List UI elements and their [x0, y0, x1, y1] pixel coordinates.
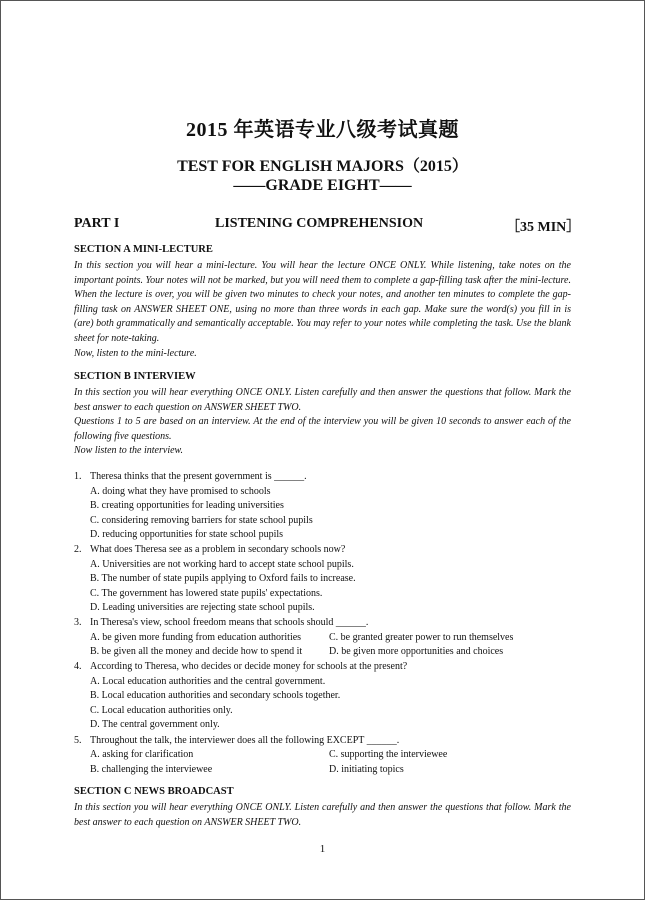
option: B. creating opportunities for leading universities — [90, 500, 284, 511]
option: A. Local education authorities and the central government. — [90, 676, 326, 687]
question-stem: Theresa thinks that the present government is ______. — [90, 471, 307, 482]
option: B. The number of state pupils applying to Oxford fails to increase. — [90, 573, 356, 584]
title-chinese: 2015 年英语专业八级考试真题 — [186, 119, 459, 141]
option: C. The government has lowered state pupils' expectations. — [90, 588, 323, 599]
part-label: PART I — [74, 216, 120, 231]
title-grade: ——GRADE EIGHT—— — [233, 177, 412, 194]
section-c-heading: SECTION C NEWS BROADCAST — [74, 786, 234, 797]
option: A. asking for clarification — [90, 749, 194, 760]
part-header — [74, 216, 581, 236]
option: C. Local education authorities only. — [90, 705, 233, 716]
section-c-instructions: In this section you will hear everything ONCE ONLY. Listen carefully and then answer the questions that follow. Mark the best answer to each question on ANSWER SHEET TWO. — [74, 802, 571, 828]
question-stem: In Theresa's view, school freedom means that schools should ______. — [90, 617, 369, 628]
question-stem: According to Theresa, who decides or decide money for schools at the present? — [90, 661, 408, 672]
option: B. be given all the money and decide how to spend it — [90, 646, 303, 657]
option: D. The central government only. — [90, 719, 220, 730]
section-b-heading: SECTION B INTERVIEW — [74, 371, 196, 382]
section-a-instructions — [74, 259, 571, 361]
question-stem: Throughout the talk, the interviewer does all the following EXCEPT ______. — [90, 735, 400, 746]
option: D. reducing opportunities for state school pupils — [90, 529, 284, 540]
section-b-based: Questions 1 to 5 are based on an interview. At the end of the interview you will be given 10 seconds to answer each of the following five questions. — [74, 416, 571, 442]
section-b-instructions — [74, 386, 571, 459]
section-a-instructions-text: In this section you will hear a mini-lecture. You will hear the lecture ONCE ONLY. While listening, take notes on the important points. Your notes will not be marked, but you will need them to complete a gap-filling task after the mini-lecture. When the lecture is over, you will be given two minutes to check your notes, and another ten minutes to complete the gap-filling task on ANSWER SHEET ONE, using no more than three words in each gap. Make sure the word(s) you fill in is (are) both grammatically and semantically acceptable. You may refer to your notes while completing the task. Use the blank sheet for note-taking. — [74, 260, 571, 344]
section-b-instructions-text: In this section you will hear everything ONCE ONLY. Listen carefully and then answer the questions that follow. Mark the best answer to each question on ANSWER SHEET TWO. — [74, 387, 571, 413]
option: D. be given more opportunities and choices — [329, 646, 504, 657]
title-english: TEST FOR ENGLISH MAJORS（2015） — [177, 158, 468, 175]
option: C. considering removing barriers for state school pupils — [90, 515, 313, 526]
option: C. be granted greater power to run themselves — [329, 632, 514, 643]
question-stem: What does Theresa see as a problem in secondary schools now? — [90, 544, 346, 555]
section-a-now: Now, listen to the mini-lecture. — [74, 347, 197, 359]
question-number: 1. — [74, 471, 82, 482]
question-number: 4. — [74, 661, 82, 672]
question-number: 5. — [74, 735, 82, 746]
part-name: LISTENING COMPREHENSION — [215, 216, 424, 231]
option: A. be given more funding from education authorities — [90, 632, 302, 643]
option: A. doing what they have promised to schools — [90, 486, 271, 497]
question-number: 3. — [74, 617, 82, 628]
part-time: ［35 MIN］ — [506, 220, 581, 235]
option: D. initiating topics — [329, 764, 404, 775]
section-a-heading: SECTION A MINI-LECTURE — [74, 244, 213, 255]
option: D. Leading universities are rejecting state school pupils. — [90, 602, 315, 613]
option: C. supporting the interviewee — [329, 749, 448, 760]
page-number: 1 — [319, 843, 326, 855]
section-b-now: Now listen to the interview. — [74, 445, 183, 457]
option: B. challenging the interviewee — [90, 764, 213, 775]
option: B. Local education authorities and secondary schools together. — [90, 690, 341, 701]
option: A. Universities are not working hard to accept state school pupils. — [90, 559, 354, 570]
question-number: 2. — [74, 544, 82, 555]
